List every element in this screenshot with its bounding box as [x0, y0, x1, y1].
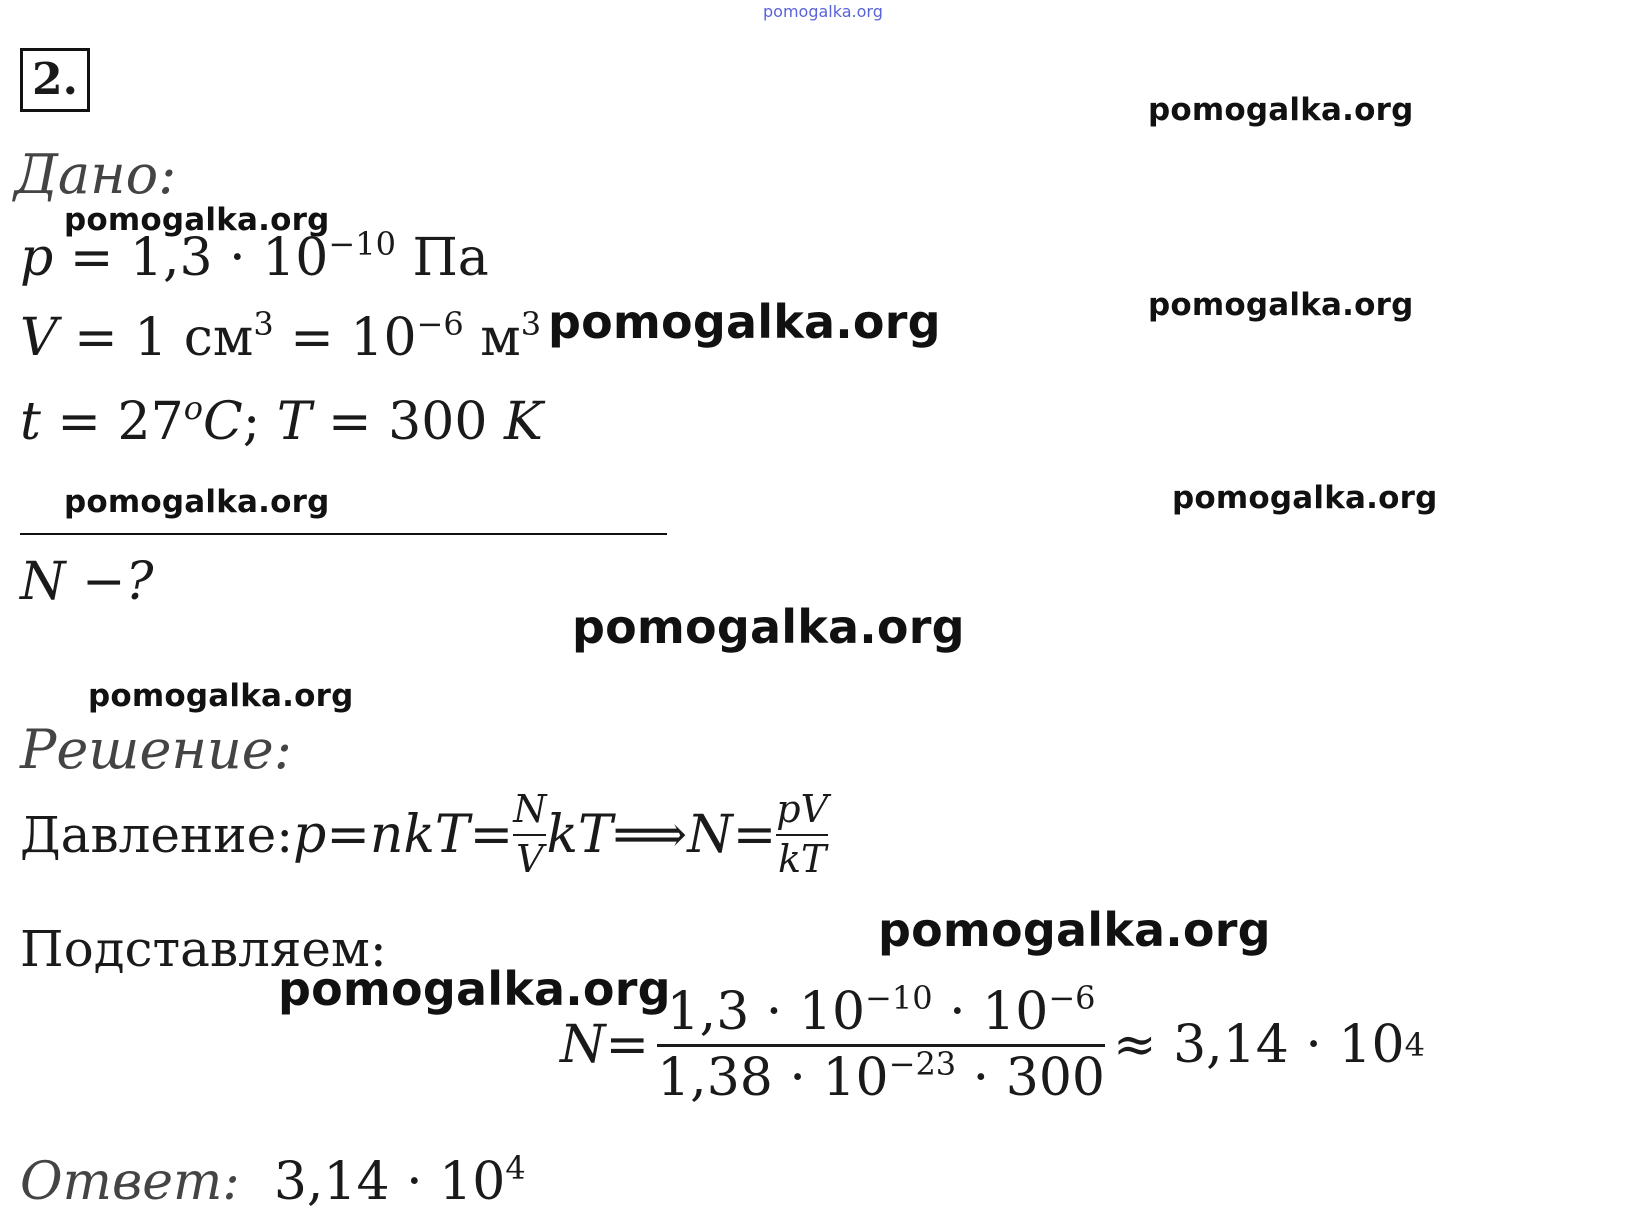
watermark: pomogalka.org: [1172, 480, 1438, 516]
watermark: pomogalka.org: [64, 202, 330, 238]
substitute-label: Подставляем:: [20, 920, 387, 978]
given-volume: V = 1 $см^3 = 10^{-6}$ $м^3$: [20, 305, 542, 368]
problem-number: 2.: [20, 48, 90, 112]
solution-heading: Решение:: [20, 718, 292, 781]
result-formula: N = $\frac{1,3 \cdot 10^{-10} \cdot 10^{-6}}{1,38 \cdot 10^{-23} \cdot 300}$ ≈ 3,14 · 10 4: [560, 979, 1425, 1108]
watermark: pomogalka.org: [1148, 92, 1414, 128]
answer-value: $3,14 \cdot 10^4$: [273, 1149, 526, 1212]
pressure-formula: Давление: p = nkT = $\frac{N}{V}$ kT ⟹ N = $\frac{pV}{kT}$: [20, 787, 829, 881]
var-p: p: [20, 228, 54, 288]
var-V: V: [20, 308, 58, 368]
watermark: pomogalka.org: [1148, 287, 1414, 323]
watermark: pomogalka.org: [548, 295, 941, 349]
watermark-top: pomogalka.org: [763, 2, 883, 21]
watermark: pomogalka.org: [88, 678, 354, 714]
given-pressure: $p = 1,3 \cdot 10^{-10}$ Па: [20, 225, 489, 288]
answer-label: Ответ:: [20, 1152, 240, 1212]
given-temperature: $t = 27^oC$; T = 300 K: [20, 389, 543, 452]
pressure-label: Давление:: [20, 805, 294, 864]
watermark: pomogalka.org: [878, 903, 1271, 957]
answer-line: [20, 1149, 526, 1212]
given-divider: [20, 533, 667, 535]
fraction-pV-over-kT: $\frac{pV}{kT}$: [776, 787, 829, 881]
watermark: pomogalka.org: [64, 484, 330, 520]
result-fraction: $\frac{1,3 \cdot 10^{-10} \cdot 10^{-6}}{1,38 \cdot 10^{-23} \cdot 300}$: [657, 979, 1105, 1108]
watermark: pomogalka.org: [572, 600, 965, 654]
fraction-N-over-V: $\frac{N}{V}$: [513, 787, 547, 881]
given-heading: Дано:: [14, 143, 177, 206]
find-line: N −?: [20, 552, 154, 612]
watermark: pomogalka.org: [278, 962, 671, 1016]
